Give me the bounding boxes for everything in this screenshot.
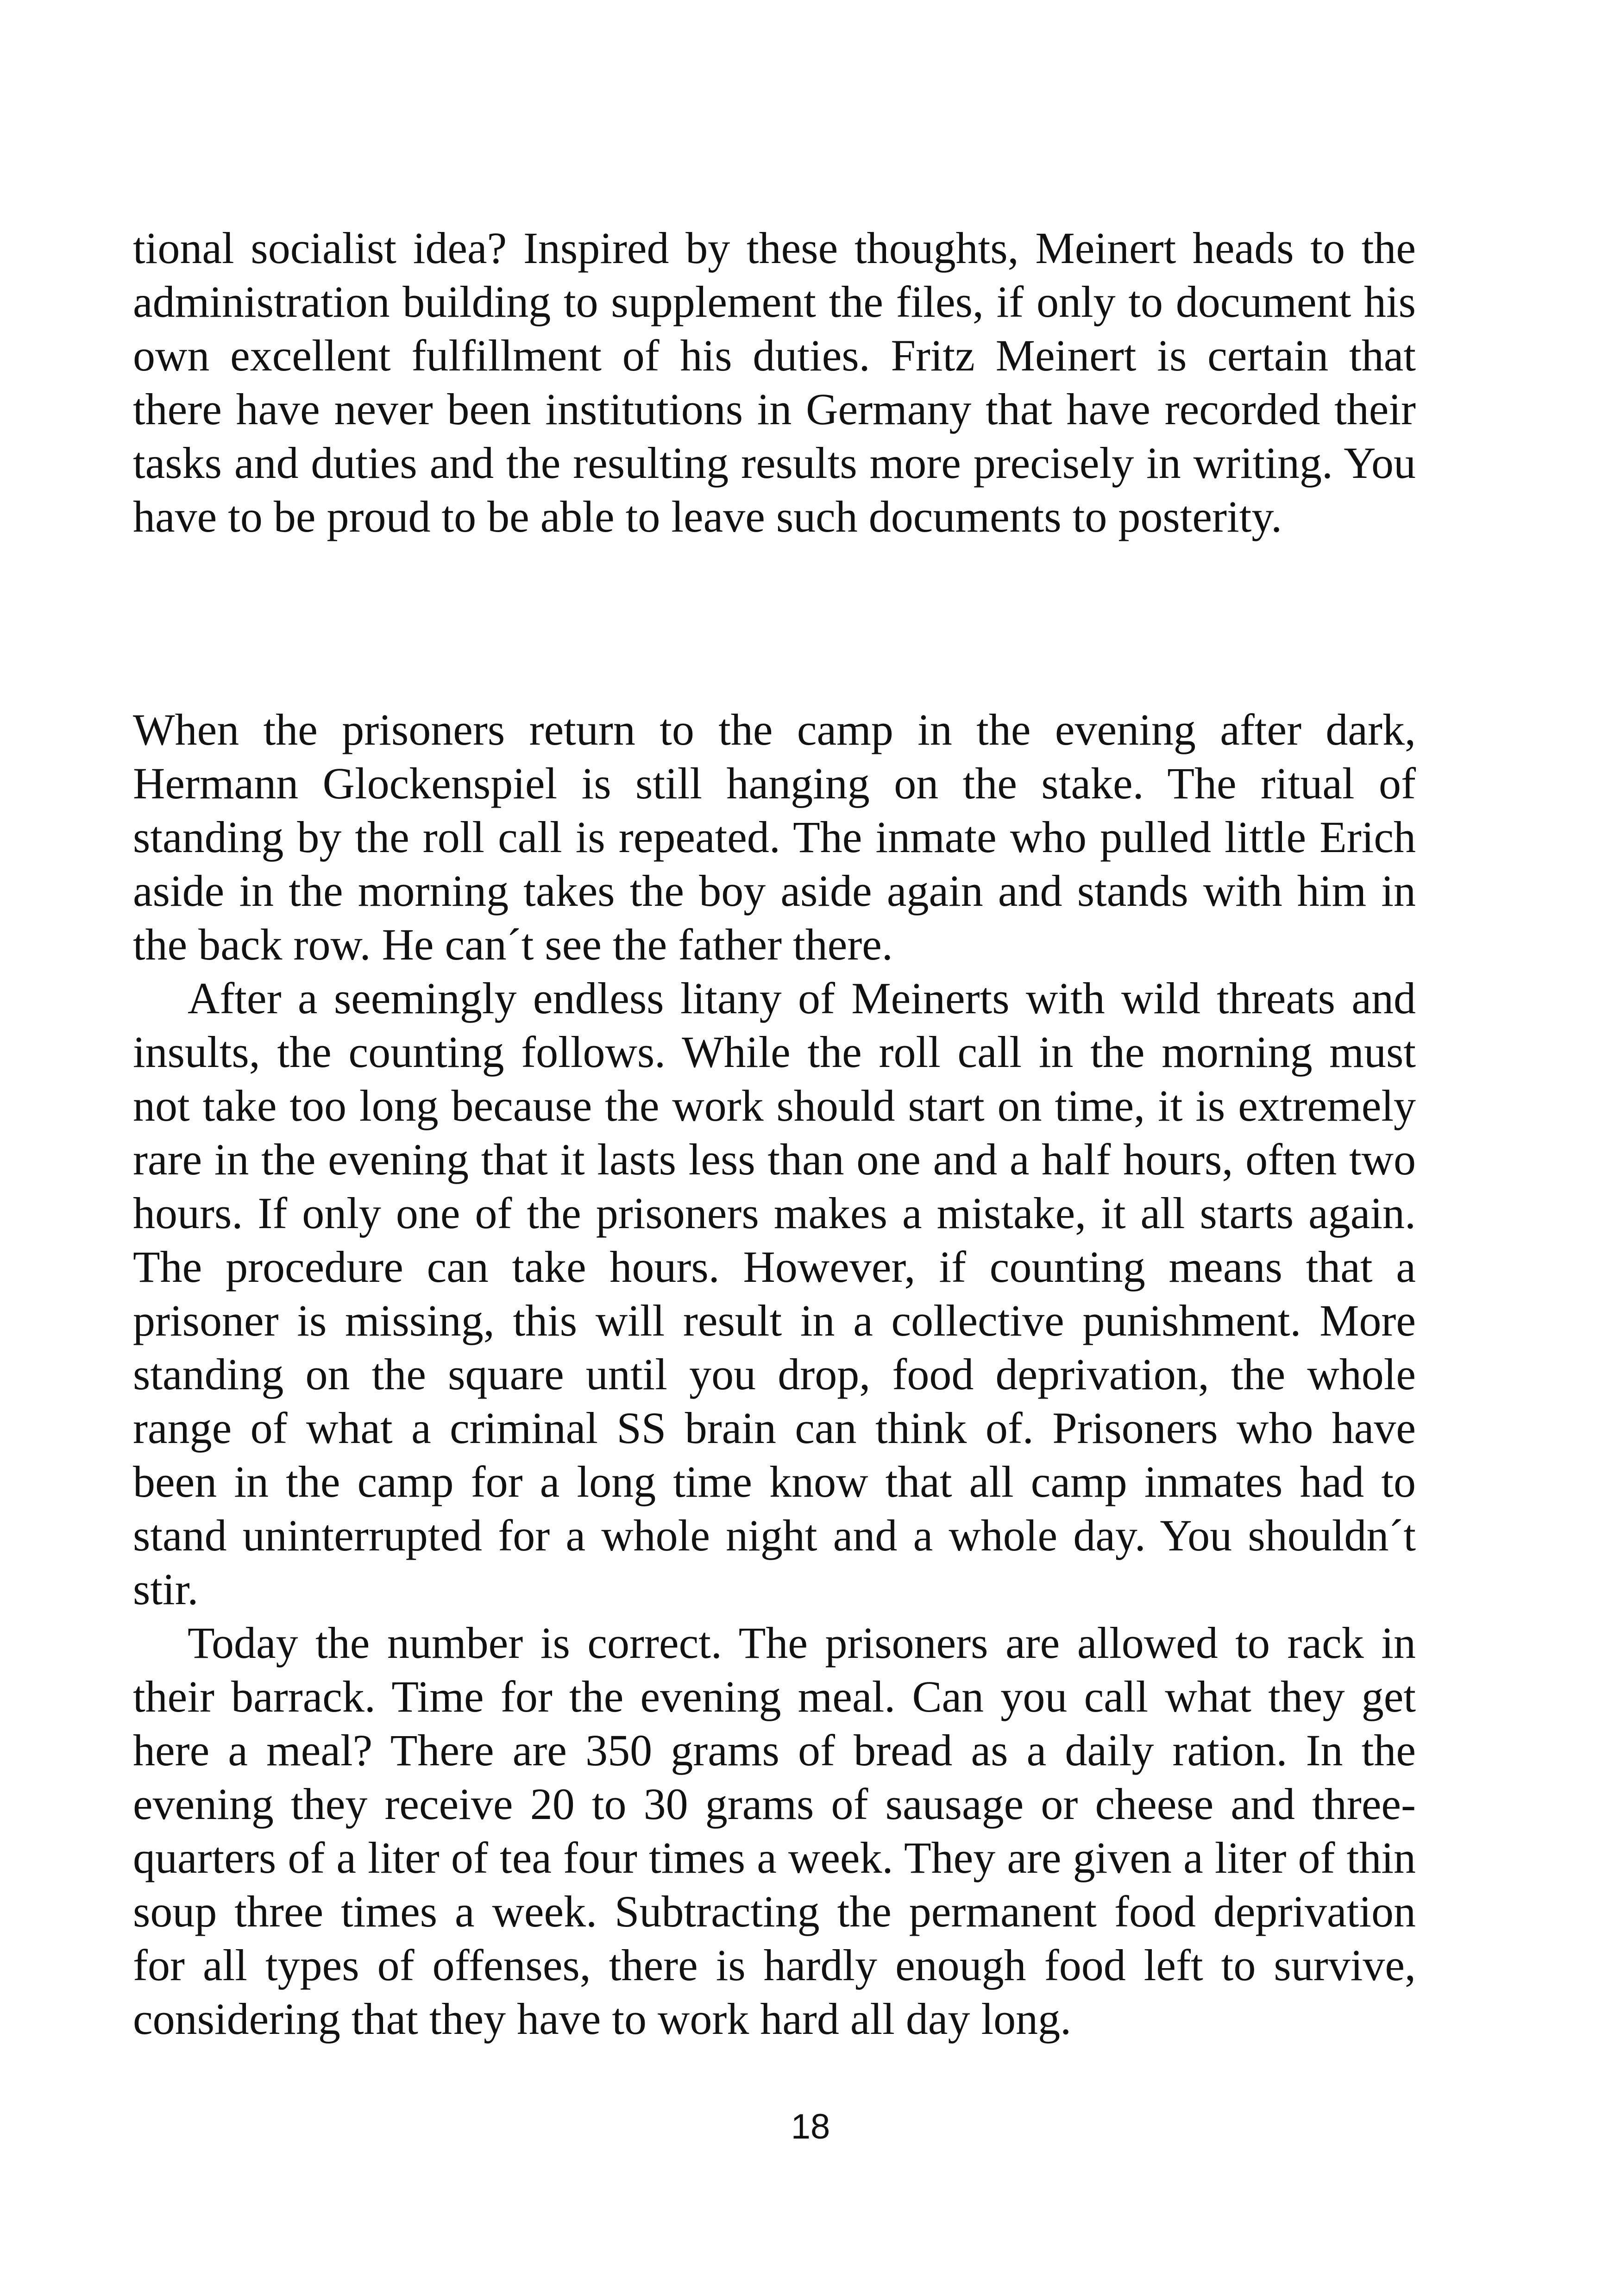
paragraph: tional socialist idea? Inspired by these thoughts, Meinert heads to the administration building to supplement the files, if only to document his own excellent fulfillment of his duties. Fritz Meinert is certain that there have never been institutions in Germany that have recorded their tasks and duties and the resulting results more precisely in writing. You have to be proud to be able to leave such documents to posterity. <box>133 223 1416 541</box>
page-number: 18 <box>791 2107 830 2146</box>
paragraph: After a seemingly endless litany of Meinerts with wild threats and insults, the counting follows. While the roll call in the morning must not take too long because the work should start on time, it is extremely rare in the evening that it lasts less than one and a half hours, often two hours. If only one of the prisoners makes a mistake, it all starts again. The procedure can take hours. However, if counting means that a prisoner is missing, this will result in a collective punishment. More standing on the square until you drop, food deprivation, the whole range of what a criminal SS brain can think of. Prisoners who have been in the camp for a long time know that all camp inmates had to stand uninterrupted for a whole night and a whole day. You shouldn´t stir. <box>133 973 1416 1614</box>
section-one <box>133 221 1416 544</box>
paragraph: When the prisoners return to the camp in the evening after dark, Hermann Glockenspiel is still hanging on the stake. The ritual of standing by the roll call is repeated. The inmate who pulled little Erich aside in the morning takes the boy aside again and stands with him in the back row. He can´t see the father there. <box>133 705 1416 969</box>
paragraph: Today the number is correct. The prisoners are allowed to rack in their barrack. Time for the evening meal. Can you call what they get here a meal? There are 350 grams of bread as a daily ration. In the evening they receive 20 to 30 grams of sausage or cheese and three-quarters of a liter of tea four times a week. They are given a liter of thin soup three times a week. Subtracting the permanent food deprivation for all types of offenses, there is hardly enough food left to survive, considering that they have to work hard all day long. <box>133 1618 1416 2044</box>
section-two <box>133 703 1416 2046</box>
